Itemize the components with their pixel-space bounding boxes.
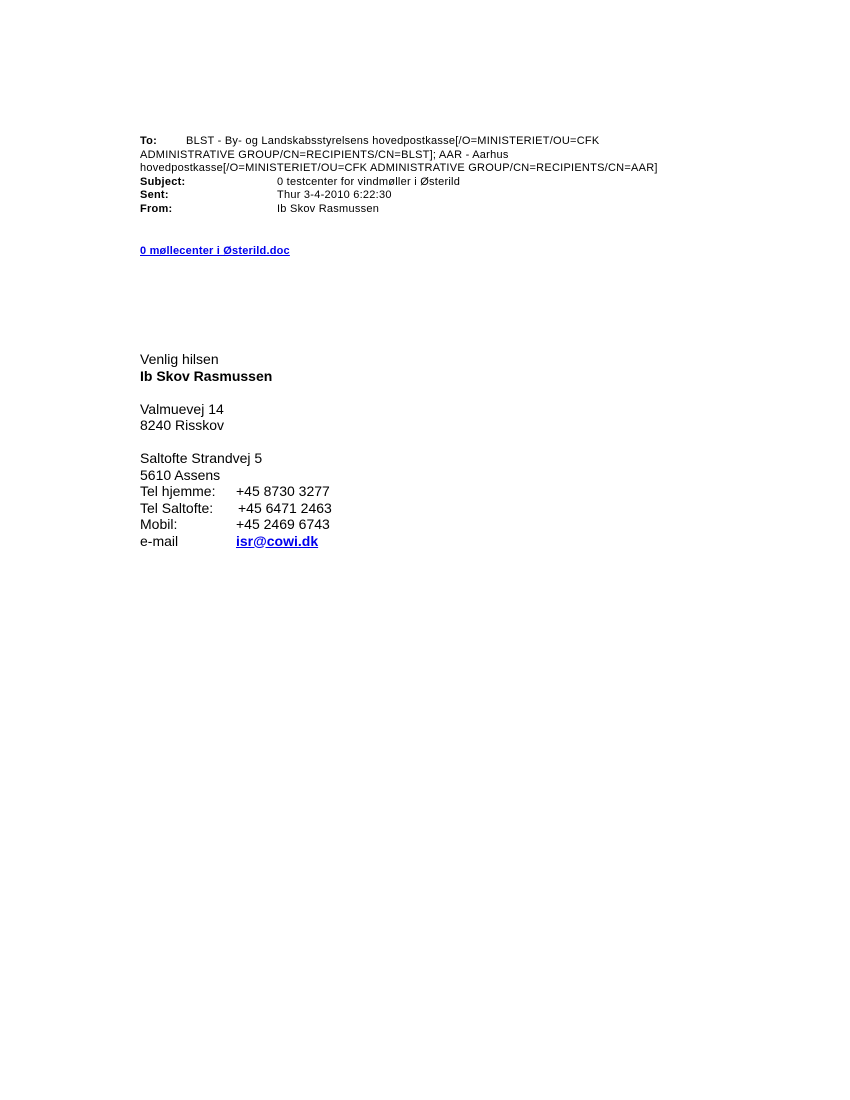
signature-block <box>140 351 332 549</box>
sent-label: Sent: <box>140 189 169 202</box>
subject-row <box>140 176 660 190</box>
mobile-label: Mobil: <box>140 516 178 532</box>
tel-saltofte-row <box>140 500 332 517</box>
attachment-link[interactable]: 0 møllecenter i Østerild.doc <box>140 245 290 257</box>
sent-value: Thur 3-4-2010 6:22:30 <box>277 189 392 202</box>
email-link[interactable]: isr@cowi.dk <box>236 532 319 549</box>
to-label: To: <box>140 135 158 147</box>
to-row <box>140 135 660 176</box>
subject-value: 0 testcenter for vindmøller i Østerild <box>277 175 461 188</box>
tel-saltofte-label: Tel Saltofte: <box>140 499 214 516</box>
mobile-row <box>140 516 332 533</box>
email-row <box>140 533 332 550</box>
from-label: From: <box>140 202 173 215</box>
email-header <box>140 135 660 217</box>
address1-city: 8240 Risskov <box>140 417 225 433</box>
to-value: BLST - By- og Landskabsstyrelsens hovedpostkasse[/O=MINISTERIET/OU=CFK ADMINISTRATIVE GROUP/CN=RECIPIENTS/CN=BLST]; AAR - Aarhus hovedpostkasse[/O=MINISTERIET/OU=CFK ADMINISTRATIVE GROUP/CN=RECIPIENTS/CN=AAR] <box>140 135 658 175</box>
sent-row <box>140 189 660 203</box>
email-label: e-mail <box>140 532 179 549</box>
tel-home-label: Tel hjemme: <box>140 483 216 499</box>
from-row <box>140 203 660 217</box>
subject-label: Subject: <box>140 175 186 188</box>
from-value: Ib Skov Rasmussen <box>277 202 380 215</box>
address1-street: Valmuevej 14 <box>140 400 224 417</box>
mobile-value: +45 2469 6743 <box>236 516 330 532</box>
address2-street: Saltofte Strandvej 5 <box>140 450 263 466</box>
address2-city: 5610 Assens <box>140 466 221 483</box>
greeting: Venlig hilsen <box>140 351 219 367</box>
tel-home-value: +45 8730 3277 <box>236 483 330 499</box>
sender-name: Ib Skov Rasmussen <box>140 367 273 384</box>
tel-home-row <box>140 483 332 500</box>
tel-saltofte-value: +45 6471 2463 <box>238 499 332 516</box>
